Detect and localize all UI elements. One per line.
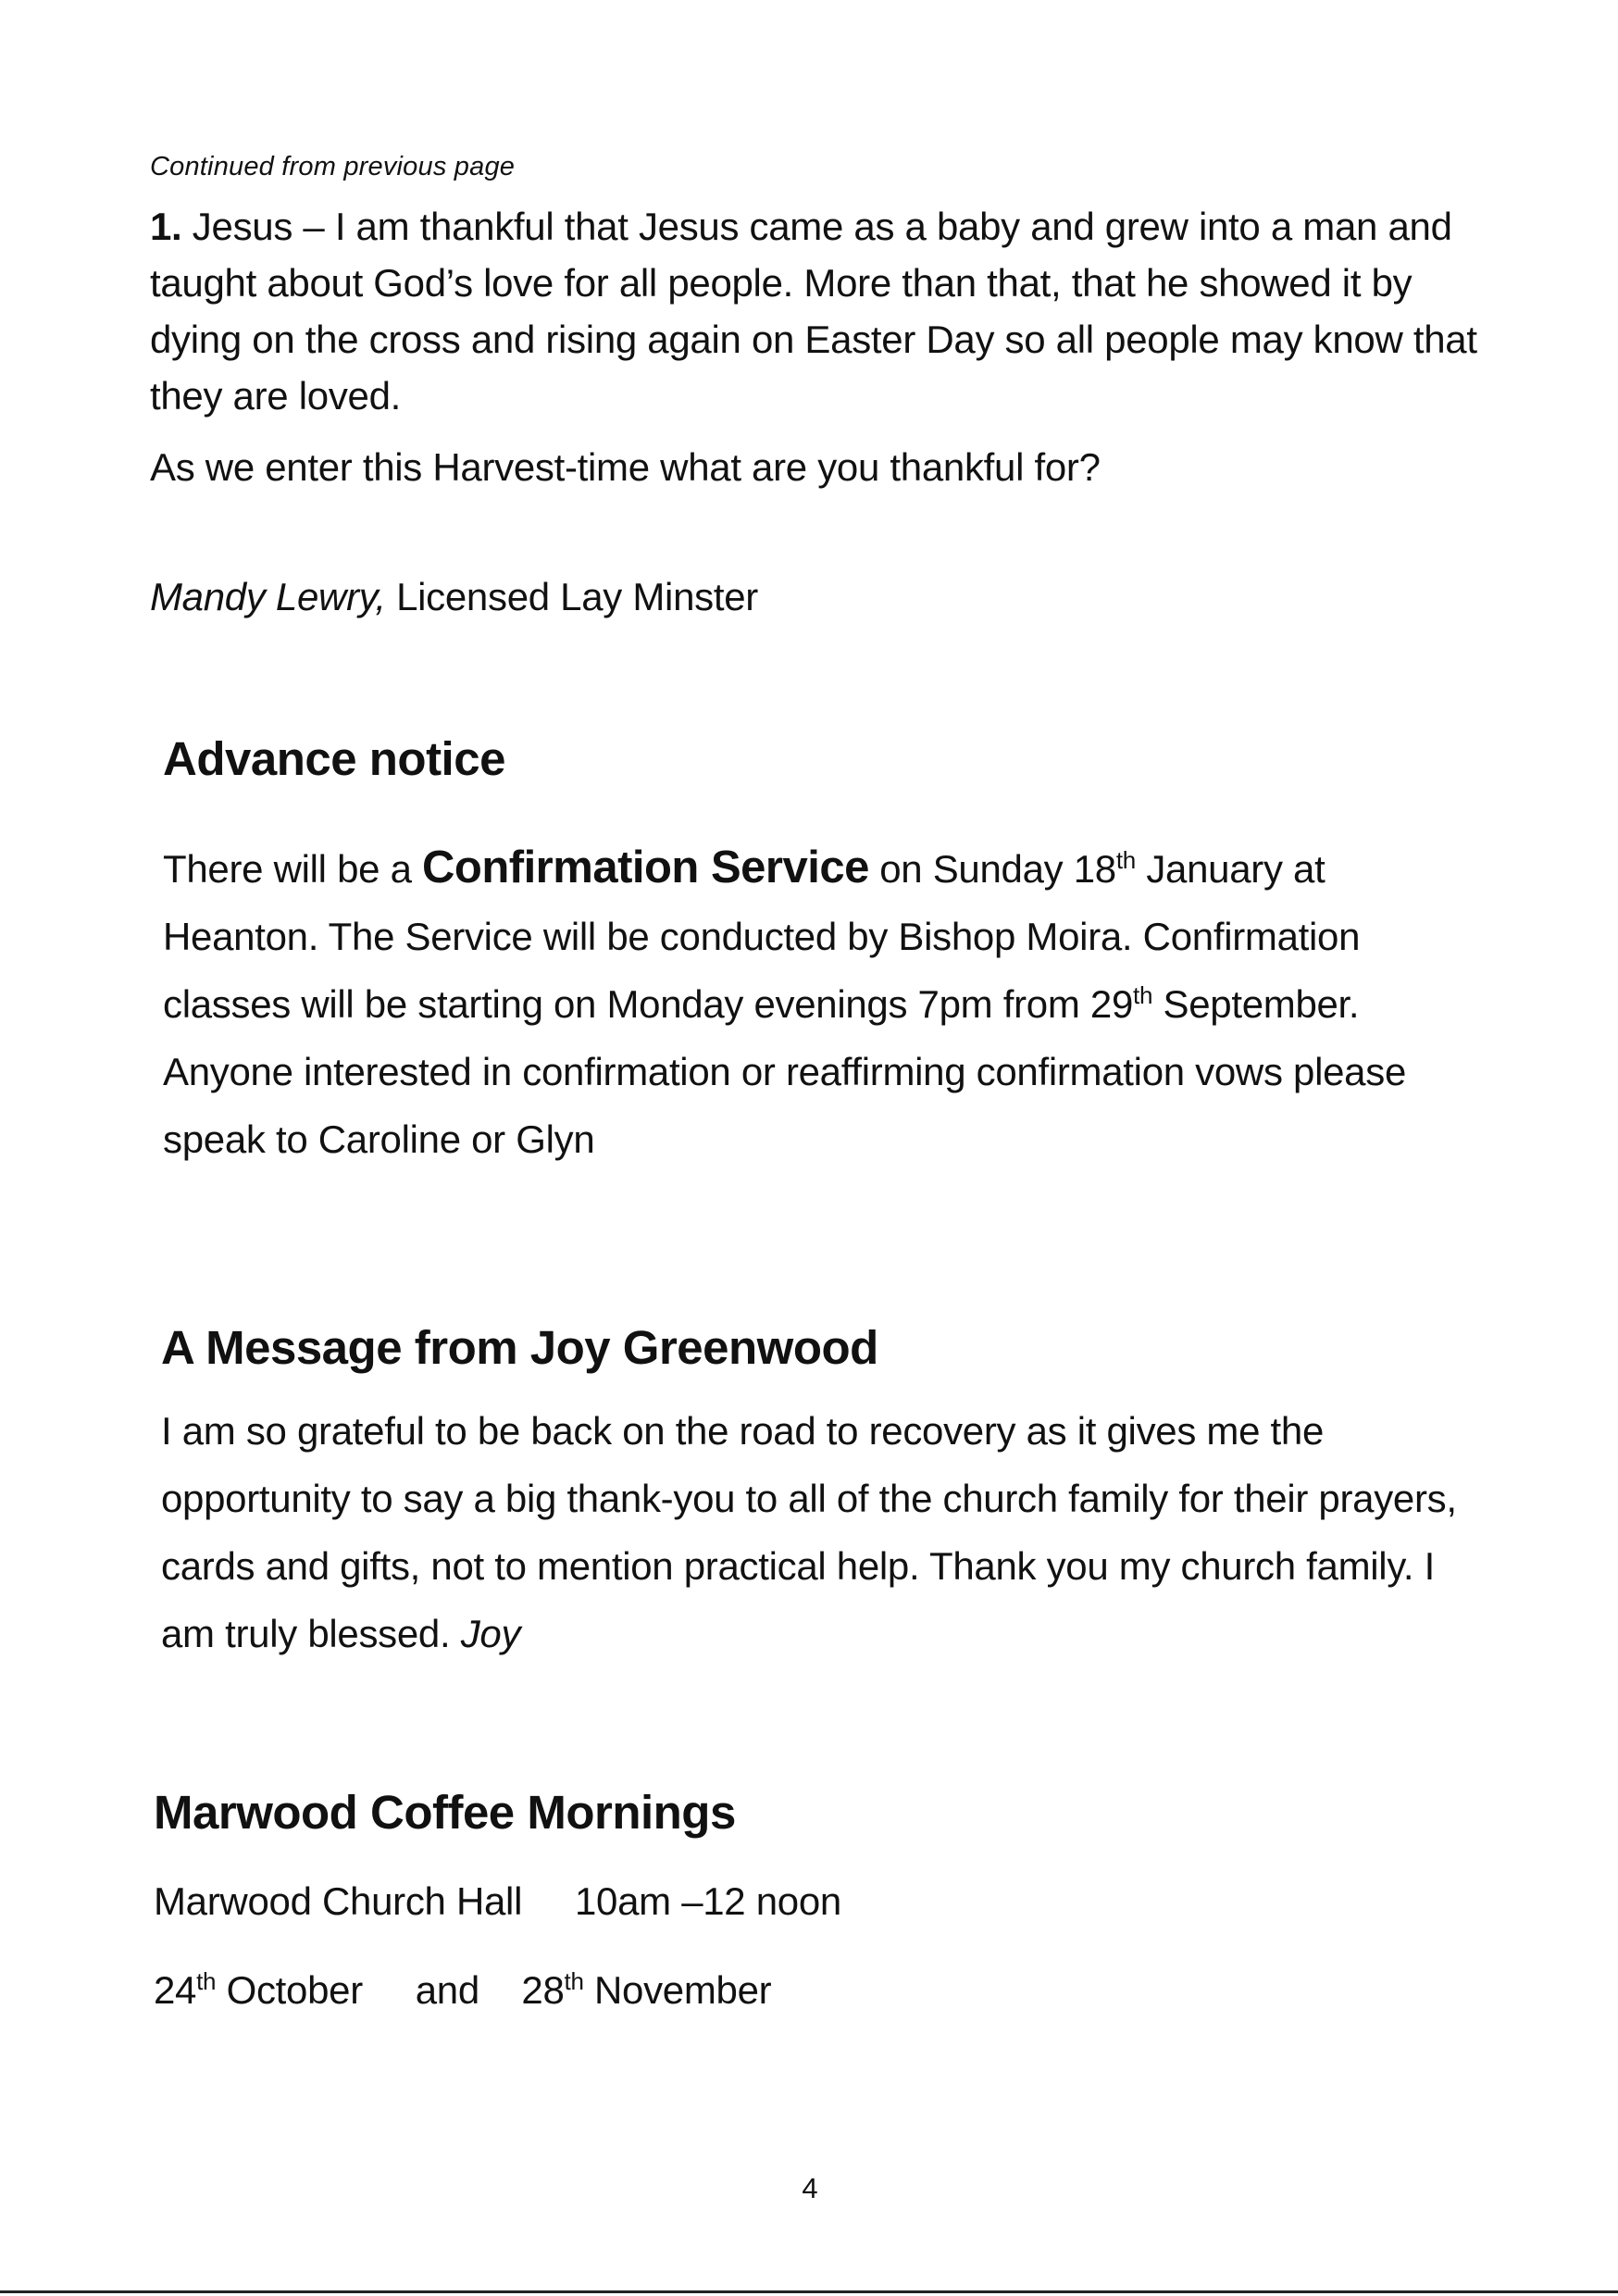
- date-day: 28: [521, 1968, 565, 2012]
- intro-number: 1.: [150, 205, 182, 248]
- advance-text-4: September. Anyone interested in confirmation or reaffirming confirmation vows please speak to Caroline or Glyn: [163, 982, 1406, 1161]
- author-name: Mandy Lewry,: [150, 575, 386, 618]
- date-month: October and: [216, 1968, 522, 2012]
- joy-signature: Joy: [460, 1612, 521, 1655]
- advance-text-2: on Sunday 18: [868, 847, 1116, 891]
- confirmation-service-label: Confirmation Service: [422, 842, 869, 892]
- intro-section: [150, 198, 1483, 495]
- intro-paragraph: [150, 198, 1483, 424]
- date-suffix: th: [196, 1967, 217, 1995]
- date-suffix: th: [1115, 846, 1136, 874]
- date-day: 24: [154, 1968, 197, 2012]
- intro-question: As we enter this Harvest-time what are you thankful for?: [150, 445, 1101, 489]
- joy-message-body: [161, 1397, 1475, 1667]
- continued-note: Continued from previous page: [150, 152, 516, 181]
- marwood-coffee-heading: Marwood Coffee Mornings: [154, 1786, 736, 1839]
- joy-message-heading: A Message from Joy Greenwood: [161, 1321, 878, 1374]
- date-month: November: [583, 1968, 772, 2012]
- intro-text: Jesus – I am thankful that Jesus came as a baby and grew into a man and taught about God’s love for all people. More than that, that he showed it by dying on the cross and rising again on Easter Day so all people may know that they are loved.: [150, 205, 1477, 418]
- author-role: Licensed Lay Minster: [385, 575, 758, 618]
- joy-message-text: I am so grateful to be back on the road to recovery as it gives me the opportunity to say a big thank-you to all of the church family for their prayers, cards and gifts, not to mention practical help. Thank you my church family. I am truly blessed.: [161, 1409, 1457, 1655]
- page-number: 4: [802, 2172, 818, 2204]
- advance-notice-heading: Advance notice: [163, 732, 505, 785]
- author-line: [150, 575, 758, 619]
- date-suffix: th: [564, 1967, 584, 1995]
- advance-text-3: January at Heanton. The Service will be conducted by Bishop Moira. Confirmation classes will be starting on Monday evenings 7pm from 29: [163, 847, 1361, 1026]
- marwood-dates: [154, 1968, 771, 2013]
- date-suffix: th: [1133, 981, 1153, 1009]
- bottom-divider: [0, 2290, 1618, 2293]
- advance-notice-body: [163, 834, 1477, 1173]
- marwood-venue-time: Marwood Church Hall 10am –12 noon: [154, 1879, 841, 1923]
- advance-text-1: There will be a: [163, 847, 422, 891]
